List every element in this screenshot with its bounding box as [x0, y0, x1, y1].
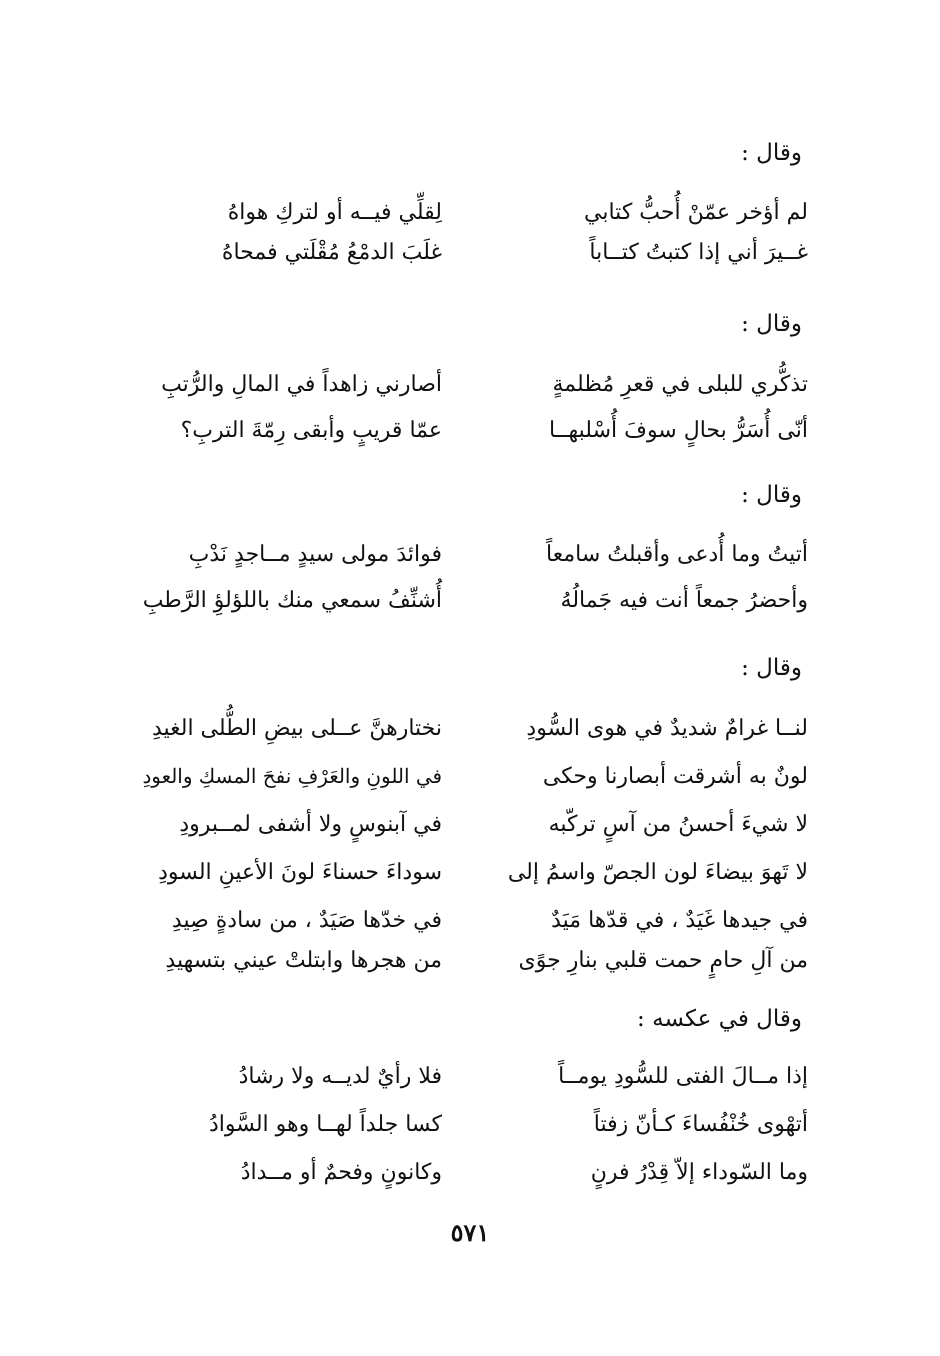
verse-second-hemistich: سوداءَ حسناءَ لونَ الأعينِ السودِ — [158, 860, 442, 885]
verse-first-hemistich: تذكُّري للبلى في قعرِ مُظلمةٍ — [552, 372, 808, 397]
verse-line — [130, 856, 810, 890]
verse-second-hemistich: غلَبَ الدمْعُ مُقْلَتي فمحاهُ — [221, 240, 442, 265]
verse-second-hemistich: أصارني زاهداً في المالِ والرُّتبِ — [161, 372, 442, 397]
verse-line — [130, 1060, 810, 1094]
verse-second-hemistich: فلا رأيٌ لديــه ولا رشادُ — [238, 1064, 442, 1089]
verse-line — [130, 760, 810, 794]
verse-second-hemistich: نختارهنَّ عــلى بيضِ الطُّلى الغيدِ — [151, 716, 442, 741]
verse-first-hemistich: لونٌ به أشرقت أبصارنا وحكى — [542, 764, 808, 789]
verse-second-hemistich: في اللونِ والعَرْفِ نفحَ المسكِ والعودِ — [142, 765, 442, 788]
verse-first-hemistich: إذا مــالَ الفتى للسُّودِ يومــاً — [558, 1064, 808, 1089]
verse-second-hemistich: من هجرها وابتلتْ عيني بتسهيدِ — [165, 948, 442, 973]
verse-second-hemistich: في خدّها صَيَدٌ ، من سادةٍ صِيدِ — [171, 908, 442, 933]
verse-first-hemistich: وما السّوداء إلاّ قِدْرُ فرنٍ — [590, 1160, 808, 1185]
verse-second-hemistich: فوائدَ مولى سيدٍ مــاجدٍ نَدْبِ — [188, 542, 442, 567]
verse-line — [130, 584, 810, 618]
verse-first-hemistich: وأحضرُ جمعاً أنت فيه جَمالُهُ — [560, 588, 808, 613]
section-heading: وقال : — [741, 311, 802, 337]
section-heading: وقال : — [741, 482, 802, 508]
verse-line — [130, 1108, 810, 1142]
verse-first-hemistich: أتيتُ وما أُدعى وأقبلتُ سامعاً — [546, 542, 808, 567]
section-heading: وقال في عكسه : — [637, 1006, 802, 1032]
verse-line — [130, 904, 810, 938]
verse-first-hemistich: لم أؤخر عمّنْ أُحبُّ كتابي — [584, 200, 808, 225]
verse-line — [130, 944, 810, 978]
section-heading: وقال : — [741, 140, 802, 166]
verse-first-hemistich: غــيرَ أني إذا كتبتُ كتــاباً — [589, 240, 808, 265]
verse-first-hemistich: لنــا غرامٌ شديدٌ في هوى السُّودِ — [526, 716, 808, 741]
verse-second-hemistich: وكانونٍ وفحمٌ أو مــدادُ — [240, 1160, 442, 1185]
verse-first-hemistich: في جيدها غَيَدٌ ، في قدّها مَيَدٌ — [551, 908, 808, 933]
page-number: ٥٧١ — [450, 1218, 490, 1247]
verse-line — [130, 414, 810, 448]
verse-line — [130, 368, 810, 402]
verse-first-hemistich: أتهْوى خُنْفُساءَ كـأنّ زفتاً — [593, 1112, 808, 1137]
verse-first-hemistich: أنّى أُسَرُّ بحالٍ سوفَ أُسْلبهــا — [548, 418, 808, 443]
verse-second-hemistich: عمّا قريبٍ وأبقى رِمّةَ التربِ؟ — [180, 418, 442, 443]
verse-line — [130, 1156, 810, 1190]
verse-first-hemistich: لا تَهوَ بيضاءَ لون الجصّ واسمُ إلى — [507, 860, 808, 885]
verse-second-hemistich: في آبنوسٍ ولا أشفى لمــبرودِ — [179, 812, 442, 837]
verse-line — [130, 236, 810, 270]
verse-line — [130, 712, 810, 746]
verse-line — [130, 196, 810, 230]
verse-second-hemistich: كسا جلداً لهــا وهو السَّوادُ — [208, 1112, 442, 1137]
verse-first-hemistich: لا شيءَ أحسنُ من آسٍ تركّبه — [548, 812, 808, 837]
verse-second-hemistich: أُشنِّفُ سمعي منك باللؤلؤِ الرَّطبِ — [142, 588, 442, 613]
verse-second-hemistich: لِقلِّي فيــه أو لتركِ هواهُ — [227, 200, 442, 225]
section-heading: وقال : — [741, 655, 802, 681]
verse-first-hemistich: من آلِ حامٍ حمت قلبي بنارِ جوًى — [518, 948, 808, 973]
verse-line — [130, 808, 810, 842]
verse-line — [130, 538, 810, 572]
